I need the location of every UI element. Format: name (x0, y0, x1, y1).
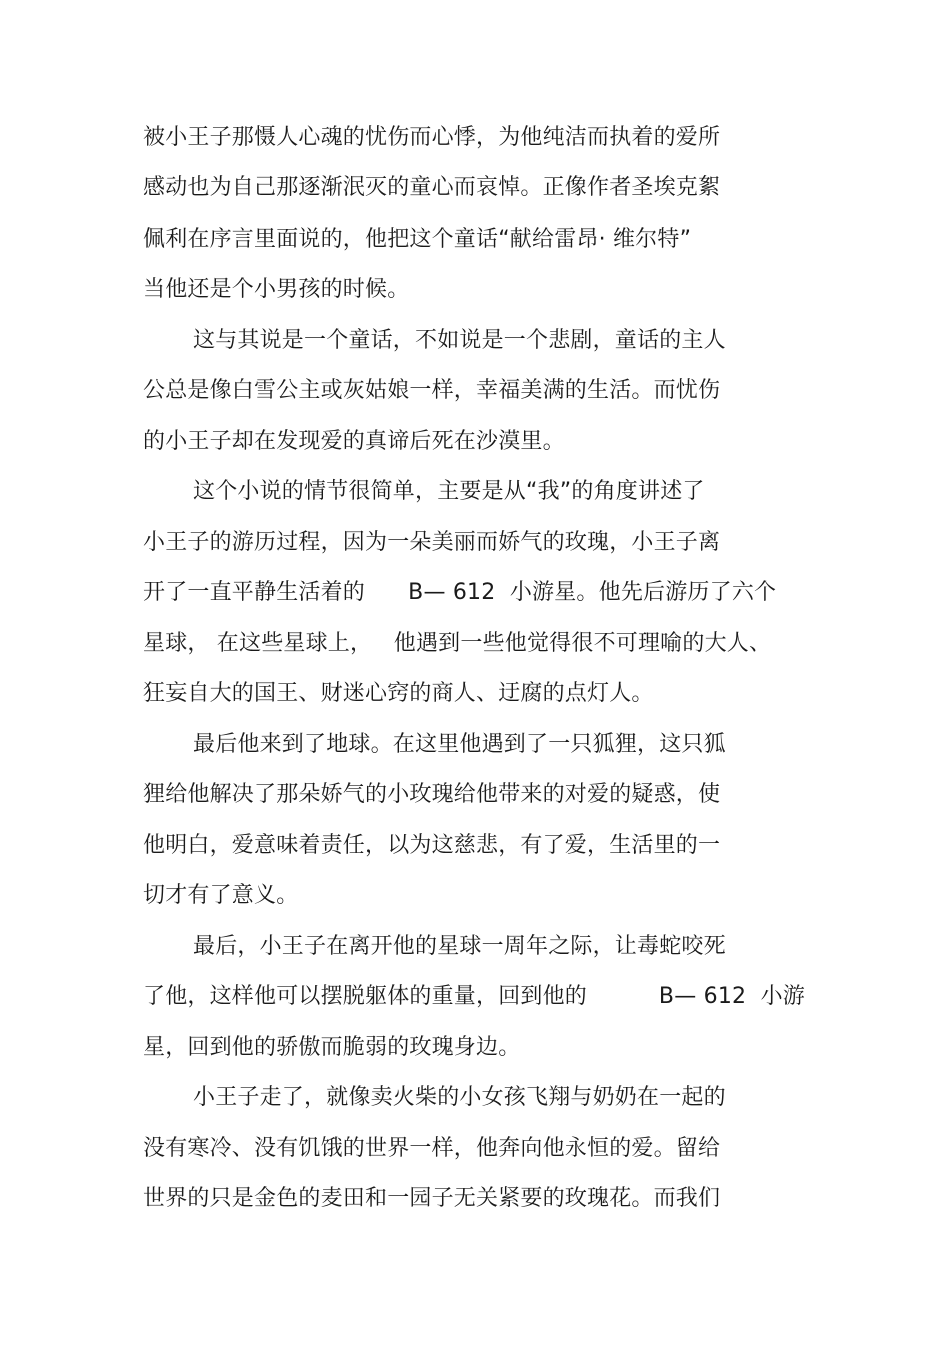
text-line: 狸给他解决了那朵娇气的小玫瑰给他带来的对爱的疑惑，使 (143, 782, 721, 807)
text-line: 佩利在序言里面说的，他把这个童话“献给雷昂· 维尔特” (143, 227, 692, 252)
paragraph-first-line: 这个小说的情节很简单，主要是从“我”的角度讲述了 (193, 479, 705, 504)
paragraph-first-line: 这与其说是一个童话，不如说是一个悲剧，童话的主人 (193, 328, 726, 353)
text-line: 的小王子却在发现爱的真谛后死在沙漠里。 (143, 429, 565, 454)
text-line: 他明白，爱意味着责任，以为这慈悲，有了爱，生活里的一 (143, 833, 721, 858)
text-line: 星，回到他的骄傲而脆弱的玫瑰身边。 (143, 1035, 521, 1060)
text-line: 世界的只是金色的麦田和一园子无关紧要的玫瑰花。而我们 (143, 1186, 721, 1211)
text-line: 没有寒冷、没有饥饿的世界一样，他奔向他永恒的爱。留给 (143, 1136, 721, 1161)
text-line: 小王子的游历过程，因为一朵美丽而娇气的玫瑰，小王子离 (143, 530, 721, 555)
paragraph-first-line: 最后，小王子在离开他的星球一周年之际，让毒蛇咬死 (193, 934, 726, 959)
text-line: 狂妄自大的国王、财迷心窍的商人、迂腐的点灯人。 (143, 681, 654, 706)
text-line: 开了一直平静生活着的 B— 612 小游星。他先后游历了六个 (143, 580, 777, 605)
text-line: 感动也为自己那逐渐泯灭的童心而哀悼。正像作者圣埃克絮 (143, 175, 721, 200)
text-line: 当他还是个小男孩的时候。 (143, 277, 410, 302)
paragraph-first-line: 小王子走了，就像卖火柴的小女孩飞翔与奶奶在一起的 (193, 1085, 726, 1110)
text-line: 被小王子那慑人心魂的忧伤而心悸，为他纯洁而执着的爱所 (143, 125, 721, 150)
text-line: 公总是像白雪公主或灰姑娘一样，幸福美满的生活。而忧伤 (143, 378, 721, 403)
text-line: 了他，这样他可以摆脱躯体的重量，回到他的 B— 612 小游 (143, 984, 805, 1009)
text-line: 切才有了意义。 (143, 883, 299, 908)
paragraph-first-line: 最后他来到了地球。在这里他遇到了一只狐狸，这只狐 (193, 732, 726, 757)
text-line: 星球， 在这些星球上， 他遇到一些他觉得很不可理喻的大人、 (143, 631, 772, 656)
